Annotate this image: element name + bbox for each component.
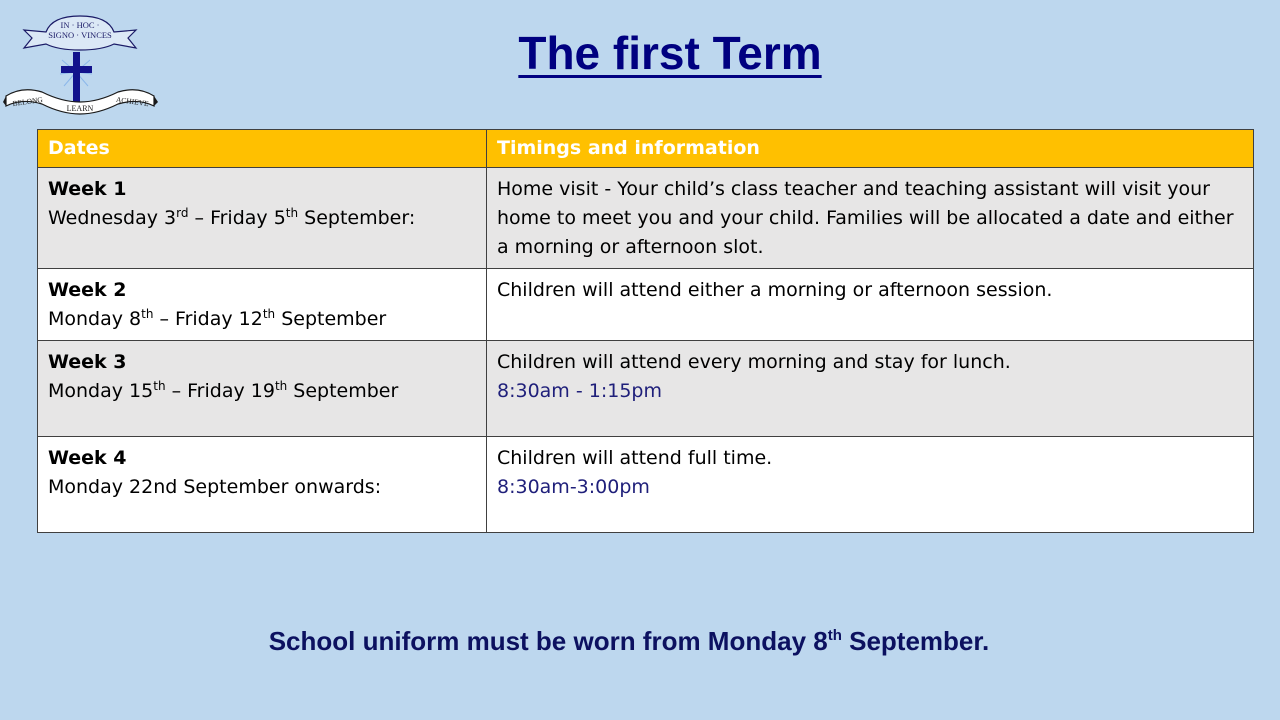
- crest-banner-left: BELONG: [11, 94, 44, 109]
- dates-cell: [38, 269, 487, 341]
- uniform-notice: School uniform must be worn from Monday 8th September.: [268, 626, 990, 656]
- page-title: The first Term: [518, 27, 822, 79]
- date-range: Monday 15th – Friday 19th September: [48, 379, 399, 402]
- table-row: [38, 437, 1254, 533]
- date-range: Monday 8th – Friday 12th September: [48, 307, 387, 330]
- table-row: [38, 341, 1254, 437]
- dates-cell: [38, 168, 487, 269]
- week-label: Week 1: [48, 178, 127, 200]
- table-row: [38, 269, 1254, 341]
- session-time: 8:30am - 1:15pm: [497, 380, 662, 402]
- info-text: Children will attend full time.: [497, 447, 773, 469]
- table-row: [38, 168, 1254, 269]
- crest-motto-line-2: SIGNO · VINCES: [48, 30, 112, 40]
- dates-cell: [38, 341, 487, 437]
- info-cell: [487, 341, 1254, 437]
- crest-motto-line-1: IN · HOC ·: [60, 20, 100, 30]
- crest-banner-right: ACHIEVE: [115, 94, 150, 109]
- table-header-row: [38, 130, 1254, 168]
- week-label: Week 2: [48, 279, 127, 301]
- dates-cell: [38, 437, 487, 533]
- week-label: Week 4: [48, 447, 127, 469]
- info-cell: [487, 168, 1254, 269]
- date-range: Wednesday 3rd – Friday 5th September:: [48, 206, 416, 229]
- info-cell: [487, 269, 1254, 341]
- info-cell: [487, 437, 1254, 533]
- column-header-dates: Dates: [38, 130, 487, 168]
- term-schedule-table: [37, 129, 1254, 533]
- session-time: 8:30am-3:00pm: [497, 476, 650, 498]
- info-text: Children will attend every morning and stay for lunch.: [497, 351, 1011, 373]
- week-label: Week 3: [48, 351, 127, 373]
- crest-banner-middle: LEARN: [66, 104, 94, 113]
- column-header-timings: Timings and information: [487, 130, 1254, 168]
- info-text: Home visit - Your child’s class teacher and teaching assistant will visit your home to meet you and your child. Families will be allocated a date and either a morning or afternoon slot.: [497, 178, 1234, 258]
- info-text: Children will attend either a morning or afternoon session.: [497, 279, 1053, 301]
- date-range: Monday 22nd September onwards:: [48, 476, 382, 498]
